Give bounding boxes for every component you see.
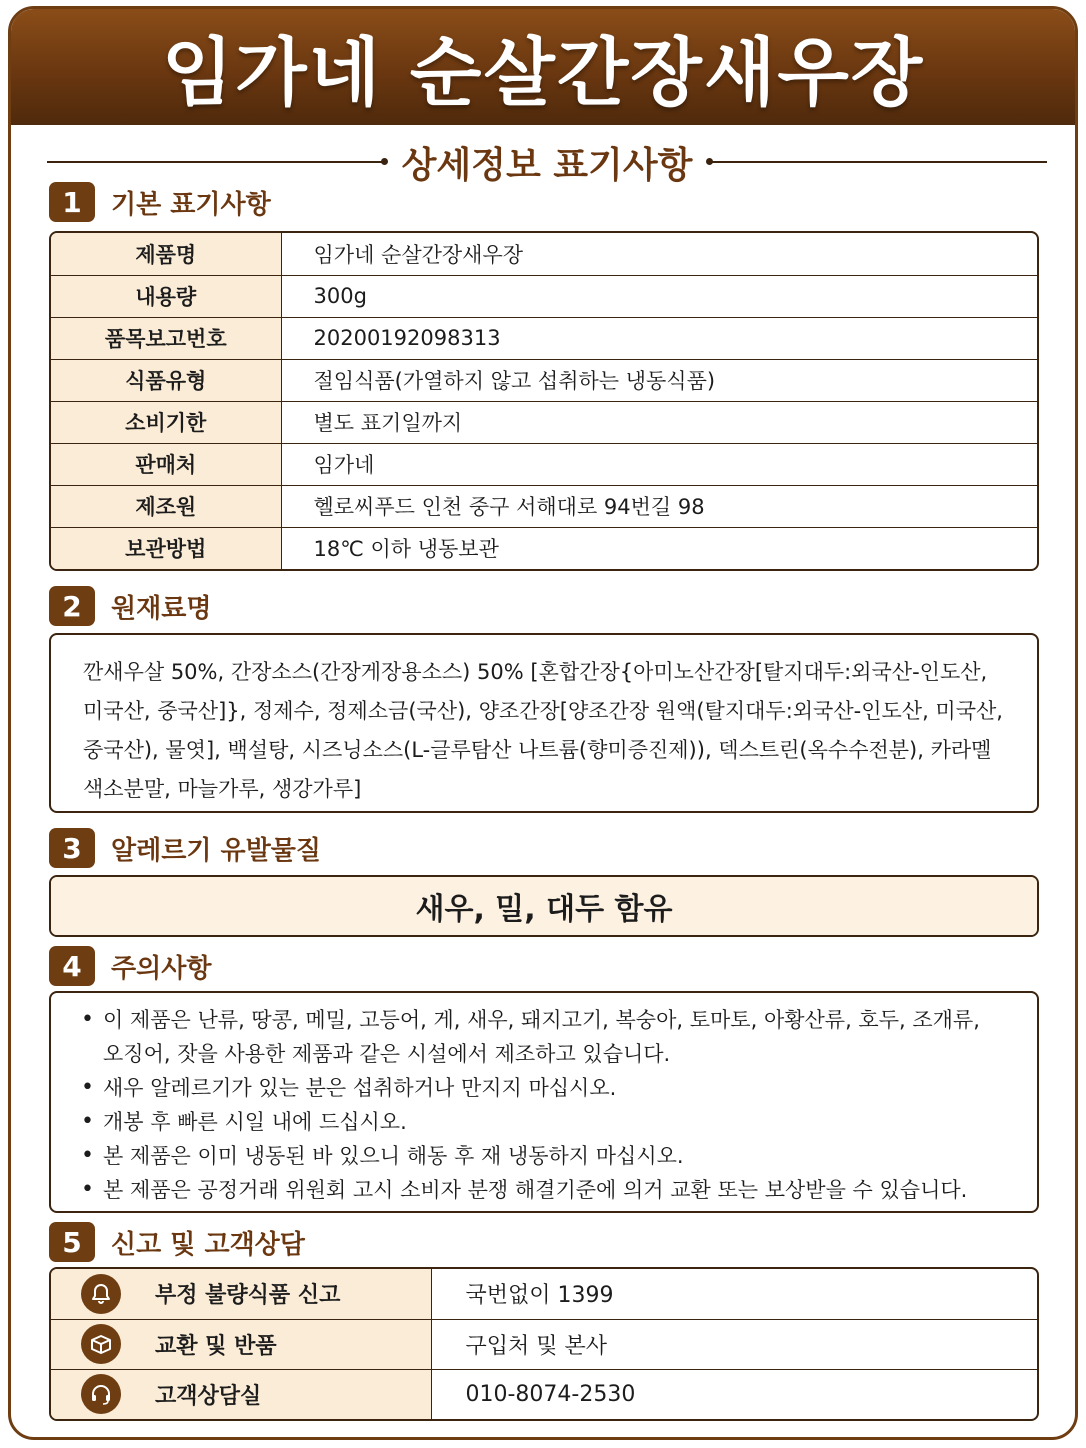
table-row [51, 317, 1037, 359]
table-row [51, 359, 1037, 401]
section-allergy-header [49, 827, 321, 869]
row-label: 판매처 [51, 443, 281, 485]
divider-left [47, 161, 386, 163]
row-label: 제품명 [51, 233, 281, 275]
table-row [51, 443, 1037, 485]
row-label: 소비기한 [51, 401, 281, 443]
section-number: 4 [49, 946, 95, 986]
table-row [51, 401, 1037, 443]
row-value: 헬로씨푸드 인천 중구 서해대로 94번길 98 [281, 485, 1037, 527]
contact-value: 구입처 및 본사 [431, 1319, 1037, 1369]
allergy-box [49, 875, 1039, 937]
section-title: 신고 및 고객상담 [111, 1229, 305, 1260]
table-row [51, 485, 1037, 527]
divider-right [708, 161, 1047, 163]
allergy-text: 새우, 밀, 대두 함유 [51, 877, 1037, 935]
ingredients-line: 미국산, 중국산]}, 정제수, 정제소금(국산), 양조간장[양조간장 원액(탈지대두:외국산-인도산, 미국산, [83, 699, 1003, 723]
table-row [51, 1269, 1037, 1319]
caution-text: • 개봉 후 빠른 시일 내에 드십시오. [103, 1110, 407, 1134]
ingredients-text [51, 635, 1037, 813]
list-item [81, 1003, 1013, 1071]
caution-text: • 이 제품은 난류, 땅콩, 메밀, 고등어, 게, 새우, 돼지고기, 복숭아, 토마토, 아황산류, 호두, 조개류, [103, 1008, 980, 1032]
ingredients-line: 깐새우살 50%, 간장소스(간장게장용소스) 50% [혼합간장{아미노산간장[탈지대두:외국산-인도산, [83, 660, 988, 684]
table-row [51, 1369, 1037, 1419]
subtitle-row [47, 137, 1047, 187]
row-label: 품목보고번호 [51, 317, 281, 359]
caution-text: 오징어, 잣을 사용한 제품과 같은 시설에서 제조하고 있습니다. [103, 1042, 671, 1066]
list-item [81, 1173, 1013, 1207]
section-title: 주의사항 [111, 953, 212, 984]
list-item [81, 1105, 1013, 1139]
table-row [51, 527, 1037, 569]
caution-text: • 본 제품은 공정거래 위원회 고시 소비자 분쟁 해결기준에 의거 교환 또는 보상받을 수 있습니다. [103, 1178, 968, 1202]
ingredients-line: 색소분말, 마늘가루, 생강가루] [83, 777, 362, 801]
row-value: 20200192098313 [281, 317, 1037, 359]
row-value: 18℃ 이하 냉동보관 [313, 537, 499, 562]
section-number: 1 [49, 182, 95, 222]
row-value: 임가네 [281, 443, 1037, 485]
row-label: 보관방법 [51, 527, 281, 569]
section-basic-header [49, 181, 271, 223]
table-row [51, 275, 1037, 317]
section-title: 원재료명 [111, 593, 212, 624]
ingredients-box [49, 633, 1039, 813]
contact-value: 010-8074-2530 [465, 1381, 636, 1407]
section-number: 5 [49, 1222, 95, 1262]
row-value: 절임식품(가열하지 않고 섭취하는 냉동식품) [281, 359, 1037, 401]
caution-text: • 본 제품은 이미 냉동된 바 있으니 해동 후 재 냉동하지 마십시오. [103, 1144, 684, 1168]
section-cautions-header [49, 945, 211, 987]
contact-label: 부정 불량식품 신고 [151, 1269, 431, 1319]
headset-icon [81, 1374, 121, 1414]
section-ingredients-header [49, 585, 211, 627]
subtitle: 상세정보 표기사항 [401, 144, 693, 186]
product-title: 임가네 순살간장새우장 [161, 30, 925, 116]
caution-text: • 새우 알레르기가 있는 분은 섭취하거나 만지지 마십시오. [103, 1076, 617, 1100]
box-icon [81, 1324, 121, 1364]
section-number: 2 [49, 586, 95, 626]
bell-icon [81, 1274, 121, 1314]
section-number: 3 [49, 828, 95, 868]
contact-table [49, 1267, 1039, 1421]
row-label: 식품유형 [51, 359, 281, 401]
row-label: 제조원 [51, 485, 281, 527]
contact-label: 교환 및 반품 [151, 1319, 431, 1369]
section-title: 기본 표기사항 [111, 189, 271, 220]
contact-label: 고객상담실 [151, 1369, 431, 1419]
section-title: 알레르기 유발물질 [111, 835, 321, 866]
basic-info-table [49, 231, 1039, 571]
contact-value: 국번없이 1399 [431, 1269, 1037, 1319]
list-item [81, 1071, 1013, 1105]
label-frame [8, 6, 1078, 1440]
table-row [51, 233, 1037, 275]
row-value: 임가네 순살간장새우장 [281, 233, 1037, 275]
ingredients-line: 중국산), 물엿], 백설탕, 시즈닝소스(L-글루탐산 나트륨(향미증진제)), 덱스트린(옥수수전분), 카라멜 [83, 738, 992, 762]
list-item [81, 1139, 1013, 1173]
row-label: 내용량 [51, 275, 281, 317]
row-value: 별도 표기일까지 [281, 401, 1037, 443]
row-value: 300g [281, 275, 1037, 317]
cautions-box [49, 991, 1039, 1213]
table-row [51, 1319, 1037, 1369]
title-banner [11, 9, 1075, 125]
section-contact-header [49, 1221, 305, 1263]
